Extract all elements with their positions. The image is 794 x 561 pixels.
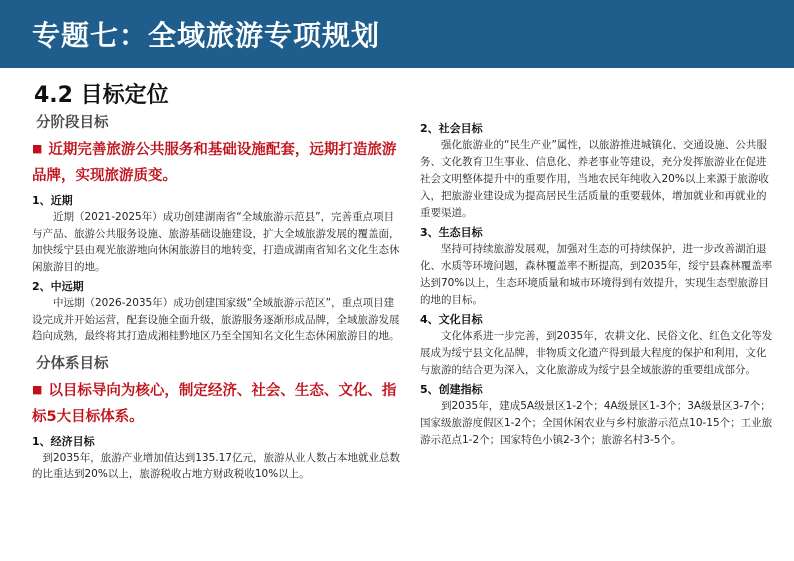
left-column — [32, 112, 402, 483]
section-title: 4.2 目标定位 — [34, 83, 169, 108]
social-goal-text: 强化旅游业的“民生产业”属性，以旅游推进城镇化、交通设施、公共服务、文化教育卫生事业、信息化、养老事业等建设，充分发挥旅游业在促进社会文明整体提升中的重要作用，当地农民年纯收入20%以上来源于旅游收入，把旅游业建设成为提高居民生活质量的重要载体，增加就业和再就业的重要渠道。 — [420, 139, 769, 219]
creation-indicators-text: 到2035年，建成5A级景区1-2个；4A级景区1-3个；3A级景区3-7个；国家级旅游度假区1-2个；全国休闲农业与乡村旅游示范点10-15个；工业旅游示范点1-2个；国家特色小镇2-3个；旅游名村3-5个。 — [420, 400, 773, 446]
header-bar — [0, 0, 794, 68]
economic-goal-text: 到2035年，旅游产业增加值达到135.17亿元，旅游从业人数占本地就业总数的比重达到20%以上，旅游税收占地方财政税收10%以上。 — [32, 451, 400, 480]
square-bullet-icon: ■ — [32, 382, 43, 396]
system-goals-highlight — [32, 377, 402, 430]
phase-goals-highlight-text: 近期完善旅游公共服务和基础设施配套，远期打造旅游品牌，实现旅游质变。 — [32, 142, 397, 184]
system-goals-heading: 分体系目标 — [36, 355, 109, 372]
near-term-title: 1、近期 — [32, 194, 73, 207]
square-bullet-icon: ■ — [32, 142, 43, 155]
phase-goals-heading: 分阶段目标 — [36, 115, 109, 131]
ecological-goal-text: 坚持可持续旅游发展观，加强对生态的可持续保护，进一步改善湖泊退化、水质等环境问题，森林覆盖率不断提高，到2035年，绥宁县森林覆盖率达到70%以上，生态环境质量和城市环境得到有效提升，实现生态型旅游目的地的目标。 — [420, 243, 773, 306]
long-term-title: 2、中远期 — [32, 280, 84, 293]
system-goals-highlight-text: 以目标导向为核心，制定经济、社会、生态、文化、指标5大目标体系。 — [32, 382, 397, 425]
economic-goal-title: 1、经济目标 — [32, 434, 95, 448]
phase-goals-highlight — [32, 136, 402, 189]
ecological-goal-title: 3、生态目标 — [420, 226, 483, 239]
right-column — [420, 118, 776, 449]
page-title: 专题七：全域旅游专项规划 — [32, 19, 381, 52]
creation-indicators-title: 5、创建指标 — [420, 383, 483, 396]
cultural-goal-title: 4、文化目标 — [420, 313, 483, 326]
social-goal-title: 2、社会目标 — [420, 122, 483, 135]
near-term-text: 近期（2021-2025年）成功创建湖南省“全域旅游示范县”，完善重点项目与产品、旅游公共服务设施、旅游基础设施建设，扩大全域旅游发展的覆盖面，加快绥宁县由观光旅游地向休闲旅游目的地转变，打造成湖南省知名文化生态休闲旅游目的地。 — [32, 211, 400, 273]
cultural-goal-text: 文化体系进一步完善，到2035年，农耕文化、民俗文化、红色文化等发展成为绥宁县文化品牌，非物质文化遗产得到最大程度的保护和利用，文化与旅游的结合更为深入，文化旅游成为绥宁县全域旅游的重要组成部分。 — [420, 330, 773, 376]
long-term-text: 中远期（2026-2035年）成功创建国家级“全域旅游示范区”，重点项目建设完成并开始运营，配套设施全面升级，旅游服务逐渐形成品牌，全域旅游发展趋向成熟，最终将其打造成湘桂黔地区乃至全国知名文化生态休闲旅游目的地。 — [32, 297, 400, 342]
